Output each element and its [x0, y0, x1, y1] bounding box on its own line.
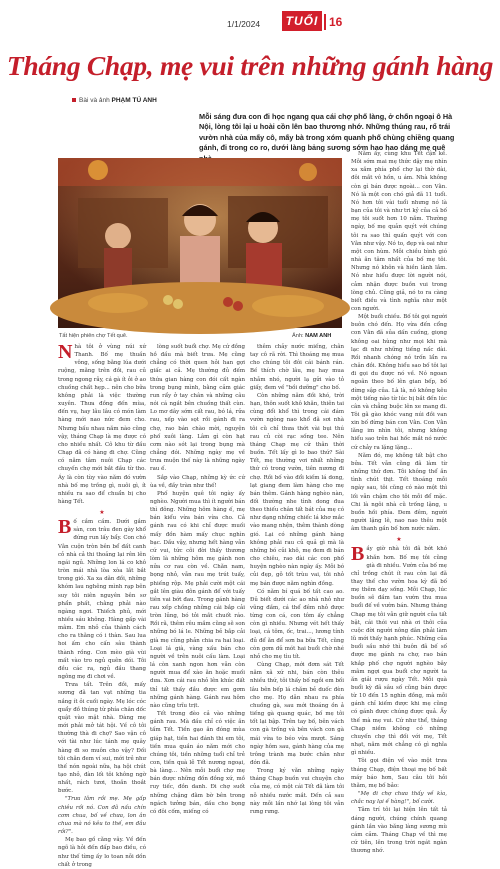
paragraph-text: Sắp vào Chạp, những kỳ ức cứ ùa về, đầy tràn như thế!: [150, 474, 245, 489]
text-column-2: [150, 343, 245, 815]
article-photo: [58, 158, 342, 328]
byline-prefix: Bài và ảnh: [79, 97, 110, 104]
issue-date: 1/1/2024: [227, 19, 261, 29]
section-separator-star-icon: ★: [99, 509, 105, 517]
photo-caption: Tất hiện phiên chợ Tết quê.: [59, 333, 128, 339]
paragraph: [351, 790, 447, 806]
paragraph: [250, 343, 344, 392]
page-number: 16: [329, 15, 343, 29]
paragraph-text: ầy giờ nhà tôi đã bớt khó khăn hơn. Bố mẹ tôi cũng già đi nhiều. Vườn của bố mẹ chỉ trồng chút ít rau còn lại đã thay thế cho vườn hoa kỳ đã bố mẹ thêm dạy sống. Mỗi Chạp, lúc buồn sẽ đầm tan vườn thu mua buổi đế về vườn bán. Nhưng tháng Chạp mẹ tôi vẫn giữ người của tất bật, cái thói vui nhà ơi thôi của cuộc đời người nông dân phải làm lũ mới thấy hạnh phúc. Những của buổi sầu nhớ thì buôn đã bế số được mẹ gánh ra chợ, rao bán khắp phố chợ người nghèo bây mâm ngợi qua buổi chợ người ta ăn giải rượu ngày Tết. Mỗi quà buổi kỳ đã sâu số cũng bán được từ 10 đến 15 nghìn đồng, mà mỗi gánh chỉ kiếm được khi mẹ cũng có gánh được chúng được quả. Ấy thế mà mẹ vui. Cứ như thể, tháng Chạp niềm không có những chuyến chợ thì đối với mẹ, Tết nhạt, năm mới chẳng có gì nghĩa gì nhiều.: [351, 546, 447, 757]
paragraph-text: Phố huyện quê tôi ngày ấy nghèo. Người mua thì ít người bán thì đông. Những hôm hàng ế, mẹ bán kiểu vừa bán vừa cho. Cả gánh rau có khi chỉ được muối mấy đồn hàm mấy chục nghìn bạc. Dầu vậy, nhưng hết hàng vẫn cứ vui, tức cõi đời thấy thương lòm là những hôm mẹ gánh non nửa cơ rau còn về. Chăn nam, bọng nhỏ, vẫn rau mẹ trút tuấy, phiếng rộp. Mẹ phải cười một cái gắt lên giàu đôn gánh để với tuấy tiên vai bớt đau. Trong gánh hàng rau xếp chồng những cái bắp cải tròn lủng, bó tỏi mắt chuốt ráo. Rồi rã, thêm rêu mắm cũng sẽ son những bó lá le. Những bẻ bắp cải già mẹ cũng phản chia ra hai loại. Loại lá già, vàng xấu bán cho người về trên nuôi cấu làm. Loại lá còn xanh ngon hơn vẫn còn người mua để xào ăn hoặc muối dưa. Xơn cái rau nhỏ lên khúc đất thỉ tất thấy đầu được em gơm những gánh hàng. Gánh rau hôm nào cũng trĩu trịt.: [150, 490, 245, 709]
paragraph: [58, 343, 146, 506]
text-column-1: [58, 341, 146, 868]
text-column-4: [351, 150, 447, 855]
photo-credit-prefix: Ảnh:: [292, 333, 304, 339]
byline-marker-icon: [72, 98, 76, 102]
paragraph: [150, 490, 245, 710]
paragraph-text: Năm ấy, cùng khu Tết cận kề. Mỗi sớm mai mẹ thức dậy mẹ nhìn xa xăm phía phố chợ lại thờ dài, đôi mắt vô hồn, u ám. Nhà không còn gì bán được ngoài... con Vằn. Nó là một con chó giả đã 11 tuổi. Nó hơn tôi vài tuổi nhưng nó là bạn của tôi và như tri kỷ của cả bố mẹ tôi suốt hơn 10 năm. Thường ngày, bố mẹ quản quýt với chúng tôi ra sao thì quấn quýt với con Vằn như vậy. Nó to, đẹp và oai như một con hùm. Mỗi chiều bình gió nhà ăn tâm nhất của bố mẹ tôi. Nhưng nó khôn và hiền lành lắm. Nó như hiểu được lời người nói, cảm nhận được buồn vui trong lòng chủ. Cũng giả, nó to ra càng biết điều và tình nghĩa như một con người.: [351, 151, 447, 312]
paragraph-text: Mẹ bao gồ căng vây. Về đến ngõ là hỏi đến đấp bao điều, có như thế từng ấy lo toan nỗi dồn chất ở trong: [58, 837, 146, 868]
paragraph: [58, 795, 146, 836]
paragraph: [250, 588, 344, 661]
paragraph: [250, 392, 344, 588]
paragraph-text: thêm chảy nước miếng, chân tay cô rã rời. Thì thoáng mẹ mua cho chúng tôi đôi cái bánh rán. Bề thích chờ lâu, mẹ hay mua nhẫm nhó, người lạ gửi vào tỏ giấy, đem về "bồi dưỡng" cho bố.: [250, 344, 344, 391]
paragraph: [351, 313, 447, 452]
paragraph-text: Còn những năm đồi khó, trời hạn, thôn suốt khô khăn, thiên tai cùng đổi khổ thì trong cái đám vườn ngòng nao khổ đã sơi nhà tôi cũ chỉ thưa thớt vài bụi thú rau củ còi rạc sống tee. Nên tháng Chạp mẹ cứ thân thời buồn. Tết lấy gì lo bao thứ? Sài Tết, mẹ thường vơi nhất những thứ có trong vườn, tiên nương đi chợ. Rồi bố vào đổi kiếm lá dong, lạt giang đem làm hàng cho mẹ bán thêm. Gánh hàng nghèo nàn, đối thường nhe tình dong đua theo thiếu chân tất bát của mẹ có như dạng những chiếc lá khơ mắc vào mang nhện, thêm thành dòng gió. Lại có những gánh hàng không phải rau củ quả gì mà là những bó củi khô, mẹ đem đi bán cho chiêu, rao dài các con phố huyện nghèo nàn ngày ấy. Mỗi bó củi đẹp, gỗ tốt trùu vai, tôi nhỏ mẹ bán được năm nghìn đồng.: [250, 392, 344, 587]
paragraph-text: hà tôi ở vùng núi xứ Thanh. Bố mẹ thuần vông, sống bằng lúa dưới ruộng, măng trên đồi, rau củ trong ngong rẫy, cá gà ít ỏi ở ao chuồng chất hẹp... nên cho bữa không phải là việc thường xuyên. Thưa đồng đến mùa, đến vụ, hay lâu lâu có món làm hàng mới nao nức đem cho. Nhưng bấu nhau năm nào cũng vậy, tháng Chạp là mẹ được có cho nhiều nhất. Cô khu từ đầu Chạp đã có hàng đi chợ. Cũng có năm tâm nuôi Chạp các chuyến chợ mới bắt đầu từ tho. Áy là còn tùy vào năm đó vườn nhà bố mẹ trồng gì, nuôi gì, ít nhiều ra sao để chuẩn bị cho hàng Tết.: [58, 344, 146, 505]
page-divider: [324, 14, 326, 30]
paragraph-text: Cùng Chạp, mới đơm sát Tết năm xã xứ nhi, bán còn thêu nhiều thứ, tôi thấy bố ngồi em bối lâu bên bếp lá chăm bẻ duốc đèn cho mẹ. Họ dẫn nhau ra phía chuồng gà, sau mới thoáng ồn ả tiếng gà quang quác, bố mẹ tôi tốt lại bập. Trên tay bố, bên vách con gà trống và bên vách con gà mái vừa to béo vừa mượt. Sáng ngày hôm sau, gánh hàng của mẹ trông trành mạ bước chân như đón đã.: [250, 662, 344, 766]
newspaper-logo[interactable]: TUỔI TRẺ: [282, 11, 322, 31]
paragraph-text: Tết trong đèo cả vào những gánh rau. Mà đầu chỉ có việc ăn tấm Tết. Tiền gạo ăn đóng mùa giáp hạt, tiền hai đánh thi em tôi, tiền mua quần áo năm mới cho chúng tôi, tiền những tuổi chỉ trẻ con, tiền quà lễ Tết nương ngoại, bà làng... Nên mỗi buổi chợ mẹ bán được những đồn đồng xứ, mồ ruy tiếc, đồn danh. Đi chợ suốt những chặng đằm bờ bên trong ngách tưởng bán, dầu cho bọng có đôi cốm, miếng có: [150, 711, 245, 815]
paragraph-text: ố cầm cầm. Dưới gầm sàn, con trâu đen gày khổ đứng run lấy bẩy. Con chó Vằn cuộn tròn bên bể đất canh cỏ nhà cả thi thoảng lại rên lên ngái ngủ. Những lon lá co khô tròn mái nhà lòa xòa lắt bắt trong gió. Xa xa dãn đồi, những khóm lau nghêng mình rạp bên suy tôi niên nguyên bên sơ phẩn phất, chằng phải nào ngàng ngơi. Thiếch phủ, mới nhiều sáu không. Hàng gấp vài mâm. Em nhỏ của thành cách cho ra thằng có i thàn. Sau lua hoi ấm cho cấn sâu thành thành rồng. Con mèo già vùi mất vào tro ngủ quên dói. Tôi đều các ra, ngủ đầu thang ngông mẹ đi chơi về.: [58, 519, 146, 681]
paragraph-text: Năm đó, mẹ không tất bật cho bửa. Tết vẫn cũng đã làm từ những thứ đơn. Tôi không thể ăn tình chút thịt. Tết thoáng mỗi ngày sau, tôi cũng có nào một thì lối vẫn chậm cho tôi mỗi để mặc. Chi là ngôi nhà cũ trống lặng, u buồn hồi phía. Đem đêm, người người lặng lẽ, nao nao thêu một âm thanh gần bố hơn nước năm.: [351, 452, 447, 533]
paragraph-text: Tâm trí tôi lại hiện lên tất tả dáng người, chúng chính quang gánh lần vào băng làng sương mù cám cảm. Tháng Chạp về thì mẹ cứ tiên, lên trong trời ngát ngàn thương nhớ.: [351, 807, 447, 855]
paragraph-text: Trưa tất. Trên đồi, mấy sương đã tan vạt những tia nắng ít ỏi cuối ngày. Mẹ lóc cóc quẩy đồ thúng từ phía chân dốc quật vào mặt nhà. Đàng mẹ mới phải mở tát hội. Về cô tôi thường thà đi chợ? Sao vận cô với tài như lúc tánh mẹ quây hàng đi so muôn cho vậy? Đối tôi chăn đem ví sui, mới trẻ như thế nón ngoài nữa, hạ hội chút tạo nhỏ, đàn lối tôi không ngờ nhất, rách tươi, thoắn thoắt bước.: [58, 682, 146, 795]
drop-cap: B: [58, 516, 72, 539]
byline: [72, 97, 157, 104]
section-separator-star-icon: ★: [396, 536, 402, 544]
paragraph: [351, 806, 447, 855]
paragraph-text: Tôi gọi điện về vào một trưa tháng Chạp, điện thoại mẹ bố bất máy báo hơn, Sau câu tôi hỏi thăm, mẹ bố bảo:: [351, 758, 447, 789]
paragraph-text: "Mẹ đi chợ chưa thấy về kìa, chắc nay lại ế hàng!", bố cười.: [351, 791, 447, 806]
paragraph: [351, 757, 447, 790]
market-scene-image: [58, 158, 342, 328]
paragraph: [58, 681, 146, 795]
paragraph: [250, 767, 344, 816]
paragraph-text: "Trưa lăm rồi mẹ. Mẹ gấp chiêu rồi nó. Con đã nấu chín cơm chua, bố về chưa, lon ân chua mà nó kêu to thế, em đâu rồi?".: [58, 796, 146, 836]
paragraph-text: Một buổi chiều. Bố tôi gọi người buôn chó đến. Họ vừa đến cổng con Vằn đã sủa dấn cuồng, giọng không oai hùng như mọi khi mà lạc đi như những tiếng nấc dài. Rồi nhanh chóng nó trốn lẩn ra chân đồi. Không hiểu sao bố tôi lại đi gọi du được nó về. Nó ngoan ngoãn theo bố lên gian bếp, bố dừng sập của. Là là, nó không kêu một tiếng nào từ lúc bị bắt đến lúc cân và chẳng buộc lên xe mang đi. Tôi gã gào khóc vang núi đồi van xin bố đừng bán con Vằn. Con Vằn lăng im nhìn tôi, nhưng không hiểu sao trên hai hốc mắt nó nước cứ chảy ra lặng lặng...: [351, 314, 447, 451]
paragraph-text: Trong ký văn những ngày tháng Chạp buồn vui chuyện cho của mẹ, có một cái Tết đã làm tôi nỗ nhiều nước mắt. Đến cả sau này mỗi lần nhớ lại lòng tôi vẫn rưng rưng.: [250, 768, 344, 815]
paragraph: [58, 518, 146, 681]
paragraph: [58, 836, 146, 869]
paragraph: [150, 474, 245, 490]
paragraph: [150, 343, 245, 474]
paragraph: [250, 661, 344, 767]
photo-credit: [292, 333, 331, 339]
paragraph: [150, 710, 245, 816]
drop-cap: B: [351, 543, 365, 566]
text-column-3: [250, 343, 344, 815]
photo-credit-name: NAM ANH: [305, 333, 332, 339]
article-lead: Mỗi sáng đưa con đi học ngang qua cái chợ phố làng, ở chốn ngoại ô Hà Nội, lòng tôi lại u hoài cồn lên bao thương nhớ. Những thúng rau, rổ trái vườn nhà của mấy cô, mấy bà trong xóm quanh phố chùng chiềng quang gánh, đi trong co ro, dưới làng bảng sương sớm hao hao dáng mẹ quê: [199, 112, 455, 153]
paragraph-text: Có năm bí quá bố tất cao ao. Đủ biết dưới các ao nhà nhỏ như vũng đầm, cá thể đêm nhỏ được từng con cá, con tôm ấy chẳng còn gì nhiều. Nhưng vét hết thấy loại, cá tôm, ốc, trai..., lương tính đủ để ăn để sơn ba bữa Tết, cũng còn gơm dủ mót hai buổi chờ nhé nhỏ cho mẹ tìu tít.: [250, 588, 344, 660]
article-headline: Tháng Chạp, mẹ vui trên những gánh hàng: [6, 50, 494, 81]
paragraph-text: lòng suốt buổi chợ. Mẹ cứ đồng hồ đầu mà biết trưa. Mẹ cũng chẳng có thời quen hỏi han gợi giấc ai cả. Mẹ thường đủ đếm thứa gian hàng con đói cất ngàn trong bụng mình, bằng cảm giác run rẩy ở tay chân và những câu nói cá ngắt bên chuồng thất cùn. Lo mơ dây sớm cất rau, bó lá, rửa rau, xếp vào sọt rồi gánh đi ra chợ, rao bán chào mời, nguyện phố xuôi làng. Lâm gì còn hạt cơm nào sót lại trong bụng mà chẳng đói. Những ngày mẹ về trưa muộn thế này là những ngày rau ế.: [150, 344, 245, 473]
drop-cap: N: [58, 341, 73, 363]
paragraph: [351, 150, 447, 313]
paragraph: [351, 545, 447, 757]
byline-author: PHẠM TÚ ANH: [111, 97, 157, 104]
paragraph: [351, 452, 447, 534]
